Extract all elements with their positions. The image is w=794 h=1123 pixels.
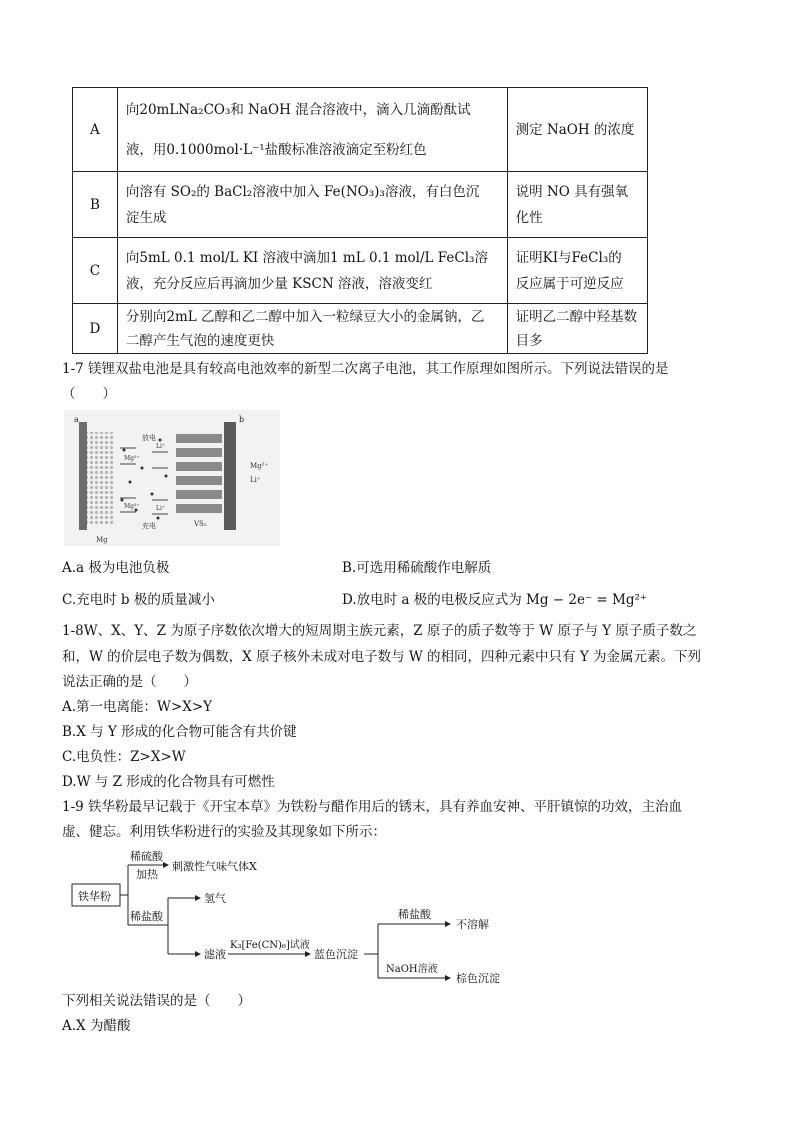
electrode-b [224,422,236,530]
desc-line: 分别向2mL 乙醇和乙二醇中加入一粒绿豆大小的金属钠，乙 [125,308,485,325]
row-description [117,172,507,238]
row-purpose [507,238,647,304]
label-charge: 充电 [142,522,156,530]
q9-option-a: A.X 为醋酸 [62,1018,131,1034]
flow-blue: 蓝色沉淀 [314,948,358,961]
desc-line: 液，用0.1000mol·L⁻¹盐酸标准溶液滴定至粉红色 [125,141,427,158]
flow-brown: 棕色沉淀 [456,972,500,985]
flow-insoluble: 不溶解 [456,918,489,931]
q9-stem-line: 1-9 铁华粉最早记载于《开宝本草》为铁粉与醋作用后的锈末，具有养血安神、平肝镇惊的功效，主治血 [62,799,683,815]
electrode-a [79,422,87,530]
desc-line: 向5mL 0.1 mol/L KI 溶液中滴加1 mL 0.1 mol/L FeCl₃溶 [125,249,488,266]
q8-stem-line: 说法正确的是（ ） [62,674,197,690]
q7-option-c: C.充电时 b 极的质量减小 [62,592,215,608]
desc-line: 淀生成 [125,209,167,226]
flow-reagent: K₃[Fe(CN)₆]试液 [230,940,310,951]
desc-line: 液，充分反应后再滴加少量 KSCN 溶液，溶液变红 [125,275,433,292]
table-row [73,238,648,304]
label-li-ion: Li⁺ [250,476,261,484]
row-purpose [507,88,647,172]
experiment-table [72,87,648,354]
battery-diagram [64,410,280,546]
label-vs2: VS₂ [194,520,207,528]
flow-acid2: 稀盐酸 [130,910,163,923]
q9-question: 下列相关说法错误的是（ ） [62,993,251,1009]
row-description [117,304,507,354]
q7-option-b: B.可选用稀硫酸作电解质 [342,560,492,576]
start-label: 铁华粉 [78,890,111,903]
purpose-line: 反应属于可逆反应 [515,275,624,292]
svg-text:Mg²⁺: Mg²⁺ [124,503,140,510]
flow-naoh: NaOH溶液 [386,964,438,975]
table-row [73,172,648,238]
flow-hcl: 稀盐酸 [398,908,431,921]
row-description [117,88,507,172]
desc-line: 向20mLNa₂CO₃和 NaOH 混合溶液中，滴入几滴酚酞试 [125,101,471,118]
q8-option-d: D.W 与 Z 形成的化合物具有可燃性 [62,774,275,790]
row-key: A [73,88,118,172]
row-description [117,238,507,304]
flowchart-svg [64,848,522,986]
q7-stem: 1-7 镁锂双盐电池是具有较高电池效率的新型二次离子电池，其工作原理如图所示。下列说法错误的是 [62,361,669,377]
desc-line: 二醇产生气泡的速度更快 [125,332,275,349]
purpose-line: 目多 [515,332,543,349]
q8-option-b: B.X 与 Y 形成的化合物可能含有共价键 [62,724,297,740]
q8-stem-line: 1-8W、X、Y、Z 为原子序数依次增大的短周期主族元素，Z 原子的质子数等于 W 原子与 Y 原子质子数之 [62,623,697,639]
svg-text:Li⁺: Li⁺ [156,443,166,450]
q8-option-a: A.第一电离能：W>X>Y [62,699,213,715]
purpose-line: 证明KI与FeCl₃的 [515,249,622,266]
row-key: B [73,172,118,238]
svg-text:Li⁺: Li⁺ [156,505,166,512]
label-a: a [74,415,79,424]
vs2-layers [176,434,222,513]
label-mg-ion: Mg²⁺ [250,462,269,470]
flow-filtrate: 滤液 [204,948,226,961]
q7-paren: （ ） [62,386,116,402]
table-row [73,88,648,172]
label-discharge: 放电 [142,434,156,442]
purpose-line: 证明乙二醇中羟基数 [515,308,638,325]
table-row [73,304,648,354]
flow-gas: 刺激性气味气体X [172,860,257,873]
svg-text:Mg²⁺: Mg²⁺ [124,455,140,462]
desc-line: 向溶有 SO₂的 BaCl₂溶液中加入 Fe(NO₃)₃溶液，有白色沉 [125,183,480,200]
mg-anode [87,432,115,526]
flow-acid1: 稀硫酸 [130,850,163,863]
row-key: C [73,238,118,304]
purpose-line: 化性 [515,209,543,226]
flowchart [64,848,522,986]
purpose-line: 测定 NaOH 的浓度 [515,121,635,138]
q7-option-a: A.a 极为电池负极 [62,560,170,576]
battery-svg [64,410,280,546]
q8-stem-line: 和，W 的价层电子数为偶数，X 原子核外未成对电子数与 W 的相同，四种元素中只有 Y 为金属元素。下列 [62,649,702,665]
flow-h2: 氢气 [204,892,226,905]
q8-option-c: C.电负性：Z>X>W [62,749,186,765]
label-b: b [239,415,245,424]
q7-option-d: D.放电时 a 极的电极反应式为 Mg − 2e⁻ = Mg²⁺ [342,592,648,608]
purpose-line: 说明 NO 具有强氧 [515,183,629,200]
label-mg: Mg [96,536,108,544]
flow-heat: 加热 [136,868,158,881]
q9-stem-line: 虚、健忘。利用铁华粉进行的实验及其现象如下所示： [62,824,386,840]
row-purpose [507,172,647,238]
row-purpose [507,304,647,354]
row-key: D [73,304,118,354]
